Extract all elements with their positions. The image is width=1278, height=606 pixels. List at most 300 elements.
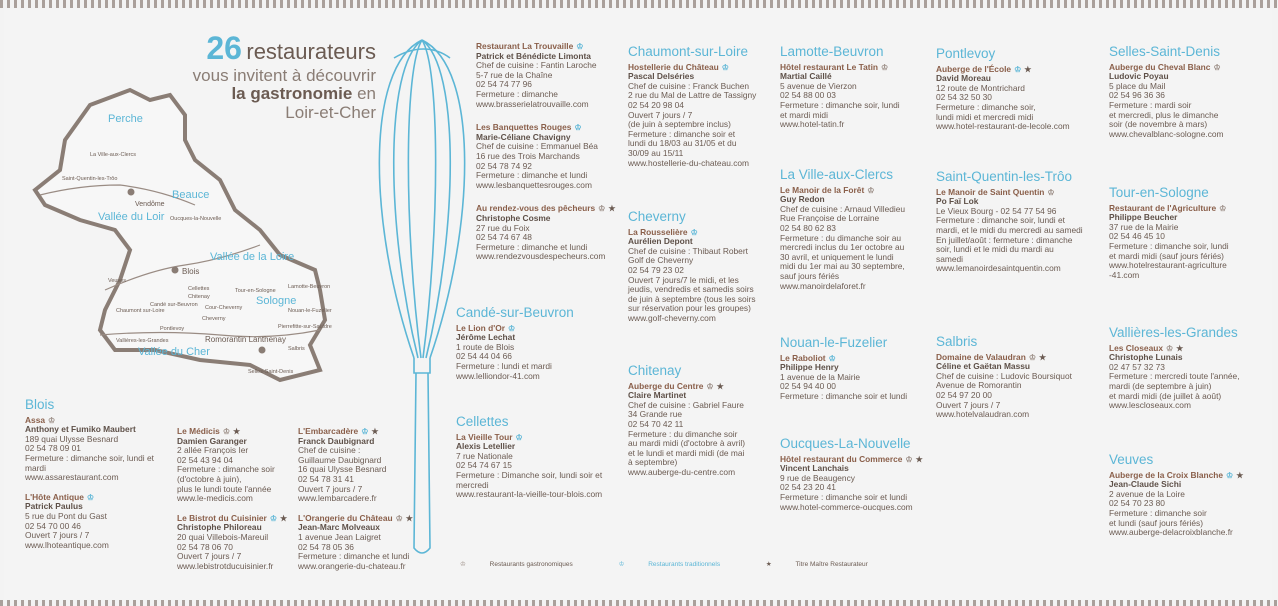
info-line: soir (de novembre à mars) xyxy=(1109,119,1208,130)
info-line: 20 quai Villebois-Mareuil xyxy=(177,531,269,542)
restaurant-entry xyxy=(1109,204,1269,281)
column-blois-b xyxy=(177,427,292,581)
info-line: Guillaume Daubignard xyxy=(298,454,382,465)
restaurant-entry xyxy=(1109,63,1269,140)
hero-line3a: la gastronomie xyxy=(231,84,353,103)
trad-chef-hat-icon: ♔ xyxy=(1014,64,1022,74)
info-line: Chef de cuisine : Arnaud Villedieu xyxy=(780,203,906,214)
town-label-ville-aux-clercs: La Ville-aux-Clercs xyxy=(90,152,137,158)
maitre-star-icon: ★ xyxy=(1039,352,1047,362)
website-link[interactable]: www.hotelvalaudran.com xyxy=(936,409,1030,420)
owner-name: Claire Martinet xyxy=(628,390,687,401)
website-link[interactable]: www.orangerie-du-chateau.fr xyxy=(298,560,406,571)
restaurant-entry xyxy=(936,65,1104,132)
info-line: Chef de cuisine : Gabriel Faure xyxy=(628,399,744,410)
maitre-star-icon: ★ xyxy=(1024,64,1032,74)
owner-name: Vincent Lanchais xyxy=(780,463,849,474)
info-line: Fermeture : dimanche et lundi xyxy=(476,170,588,181)
maitre-star-icon: ★ xyxy=(371,427,379,436)
info-line: Chef de cuisine : Thibaut Robert xyxy=(628,245,748,256)
info-line: sauf jours fériés xyxy=(780,270,840,281)
owner-name: Marie-Céliane Chavigny xyxy=(476,131,571,142)
website-link[interactable]: www.hotel-restaurant-de-lecole.com xyxy=(936,121,1070,132)
info-line: Fermeture : mardi soir xyxy=(1109,99,1192,110)
owner-name: Aurélien Depont xyxy=(628,236,693,247)
column-cheverny xyxy=(628,209,773,334)
info-line: 02 54 78 06 70 xyxy=(177,541,233,552)
owner-name: Guy Redon xyxy=(780,194,825,205)
gastro-chef-hat-icon: ♔ xyxy=(598,204,606,214)
town-label-tour-en-sologne: Tour-en-Sologne xyxy=(235,288,276,294)
column-blois-d xyxy=(476,42,626,272)
website-link[interactable]: www.lelliondor-41.com xyxy=(456,370,540,381)
trad-chef-hat-icon: ♔ xyxy=(507,323,516,333)
gastro-chef-hat-icon: ♔ xyxy=(706,381,714,391)
info-line: 02 54 80 62 83 xyxy=(780,222,836,233)
info-line: 02 54 74 77 96 xyxy=(476,79,532,90)
restaurant-name: Domaine de Valaudran xyxy=(936,351,1026,362)
website-link[interactable]: www.brasserielatrouvaille.com xyxy=(476,98,589,109)
info-line: Fermeture : dimanche soir xyxy=(177,464,275,475)
restaurant-entry xyxy=(177,427,292,504)
town-label-cheverny: Cheverny xyxy=(202,316,226,322)
info-line: Ouvert 7 jours / 7 xyxy=(177,551,242,562)
info-line: Golf de Cheverny xyxy=(628,255,694,266)
website-link[interactable]: www.golf-cheverny.com xyxy=(628,312,716,323)
town-label-selles: Selles-Saint-Denis xyxy=(248,369,294,375)
restaurant-entry xyxy=(780,63,930,130)
owner-name: Damien Garanger xyxy=(177,435,247,446)
column-nouan xyxy=(780,335,930,412)
website-link[interactable]: www.manoirdelaforet.fr xyxy=(780,280,866,291)
town-heading: Cellettes xyxy=(456,414,509,429)
town-label-cour-cheverny: Cour-Cheverny xyxy=(205,305,243,311)
town-heading: Chaumont-sur-Loire xyxy=(628,44,749,59)
info-line: midi du 1er mai au 30 septembre, xyxy=(780,261,905,272)
website-link[interactable]: www.le-medicis.com xyxy=(177,493,253,504)
info-line: Fermeture : dimanche soir, xyxy=(936,101,1036,112)
info-line: Fermeture : dimanche xyxy=(476,88,558,99)
maitre-star-icon: ★ xyxy=(765,561,772,568)
maitre-star-icon: ★ xyxy=(716,381,724,391)
hero-count: 26 xyxy=(206,30,242,66)
info-line: 02 54 44 04 66 xyxy=(456,351,512,362)
restaurant-name: L'Hôte Antique xyxy=(25,491,84,502)
column-lamotte xyxy=(780,44,930,140)
gastro-chef-hat-icon: ♔ xyxy=(48,415,56,425)
website-link-cont[interactable]: -41.com xyxy=(1109,269,1140,280)
info-line: 02 54 70 23 80 xyxy=(1109,498,1165,509)
owner-name: Jean-Marc Molveaux xyxy=(298,522,380,533)
town-label-cande: Candé sur-Beuvron xyxy=(150,302,198,308)
maitre-star-icon: ★ xyxy=(233,427,241,436)
website-link[interactable]: www.lemanoirdesaintquentin.com xyxy=(936,263,1061,274)
restaurant-entry xyxy=(476,123,626,190)
restaurant-entry xyxy=(780,186,930,292)
town-label-pierrefitte: Pierrefitte-sur-Sauldre xyxy=(278,324,332,330)
info-line: 16 quai Ulysse Besnard xyxy=(298,464,387,475)
info-line: Fermeture : dimanche soir et lundi xyxy=(780,390,908,401)
owner-name: Ludovic Poyau xyxy=(1109,71,1169,82)
hero-line2: vous invitent à découvrir xyxy=(192,66,376,85)
gastro-chef-hat-icon: ♔ xyxy=(222,427,230,436)
info-line: Le Vieux Bourg - 02 54 77 54 96 xyxy=(936,205,1057,216)
column-saint-quentin xyxy=(936,169,1104,284)
gastro-chef-hat-icon: ♔ xyxy=(1047,187,1055,197)
trad-chef-hat-icon: ♔ xyxy=(269,513,277,523)
restaurant-name: Auberge de la Croix Blanche xyxy=(1109,469,1224,480)
info-line: Fermeture : dimanche soir, lundi et xyxy=(25,452,154,463)
maitre-star-icon: ★ xyxy=(915,454,923,464)
restaurant-name: Hôtel restaurant du Commerce xyxy=(780,453,903,464)
info-line: et mercredi, plus le dimanche xyxy=(1109,109,1219,120)
website-link[interactable]: www.hotelrestaurant-agriculture xyxy=(1109,260,1227,271)
info-line: Ouvert 7 jours / 7 xyxy=(936,399,1001,410)
town-heading: Blois xyxy=(25,397,55,412)
owner-name: Patrick et Bénédicte Limonta xyxy=(476,50,591,61)
info-line: 02 54 78 09 01 xyxy=(25,443,81,454)
town-heading: Saint-Quentin-les-Trôo xyxy=(936,169,1073,184)
info-line: En juillet/août : fermeture : dimanche xyxy=(936,234,1073,245)
info-line: 189 quai Ulysse Besnard xyxy=(25,433,119,444)
info-line: au mardi midi (d'octobre à avril) xyxy=(628,438,746,449)
column-chaumont xyxy=(628,44,773,178)
restaurant-entry xyxy=(628,63,773,169)
info-line: mardi xyxy=(25,462,46,473)
gastro-chef-hat-icon: ♔ xyxy=(1166,343,1174,353)
info-line: (d'octobre à juin), xyxy=(177,473,242,484)
legend-gastro: Restaurants gastronomiques xyxy=(489,561,573,568)
town-heading: Salbris xyxy=(936,334,978,349)
trad-chef-hat-icon: ♔ xyxy=(574,123,582,133)
info-line: 02 54 88 00 03 xyxy=(780,90,836,101)
website-link[interactable]: www.lebistrotducuisinier.fr xyxy=(177,560,274,571)
town-dot-blois xyxy=(172,267,179,274)
column-tour-en-sologne xyxy=(1109,185,1269,290)
restaurant-name: Auberge du Cheval Blanc xyxy=(1109,61,1211,72)
restaurant-name: Restaurant La Trouvaille xyxy=(476,41,574,51)
info-line: 02 54 23 20 41 xyxy=(780,482,836,493)
region-label-vallee-loire: Vallée de la Loire xyxy=(210,251,295,263)
info-line: 9 rue de Beaugency xyxy=(780,472,855,483)
department-map xyxy=(20,80,353,390)
info-line: 02 54 70 42 11 xyxy=(628,418,684,429)
town-heading: Oucques-La-Nouvelle xyxy=(780,436,911,451)
restaurant-entry xyxy=(936,188,1104,274)
info-line: Ouvert 7 jours / 7 xyxy=(628,109,693,120)
info-line: Ouvert 7 jours/7 le midi, et les xyxy=(628,274,739,285)
info-line: lundi du 18/03 au 31/05 et du xyxy=(628,138,737,149)
info-line: Fermeture : lundi et mardi xyxy=(456,360,552,371)
region-label-sologne: Sologne xyxy=(256,295,297,307)
column-cande xyxy=(456,305,621,391)
info-line: samedi xyxy=(936,253,963,264)
region-label-vallee-loir: Vallée du Loir xyxy=(98,211,165,223)
info-line: 02 54 70 00 46 xyxy=(25,520,81,531)
town-label-salbris: Salbris xyxy=(288,346,305,352)
info-line: Chef de cuisine : Franck Buchen xyxy=(628,80,750,91)
maitre-star-icon: ★ xyxy=(1176,343,1184,353)
website-link[interactable]: www.lesbanquettesrouges.com xyxy=(476,179,592,190)
column-vallieres xyxy=(1109,325,1269,421)
restaurant-name: Le Lion d'Or xyxy=(456,322,505,333)
owner-name: Jérôme Lechat xyxy=(456,332,516,343)
restaurant-name: Les Banquettes Rouges xyxy=(476,122,572,133)
owner-name: Philippe Beucher xyxy=(1109,212,1178,223)
owner-name: David Moreau xyxy=(936,73,991,84)
column-oucques xyxy=(780,436,930,522)
town-heading: Nouan-le-Fuzelier xyxy=(780,335,888,350)
gastro-chef-hat-icon: ♔ xyxy=(867,185,875,195)
trad-chef-hat-icon: ♔ xyxy=(515,432,523,442)
info-line: 5 rue du Pont du Gast xyxy=(25,510,107,521)
bottom-border xyxy=(0,600,1278,606)
owner-name: Po Faï Lok xyxy=(936,196,979,207)
town-label-vendome: Vendôme xyxy=(135,201,165,208)
restaurant-entry xyxy=(25,416,165,483)
restaurant-name: La Vieille Tour xyxy=(456,431,513,442)
info-line: et le lundi et mardi midi (de mai xyxy=(628,447,745,458)
gastro-chef-hat-icon: ♔ xyxy=(395,513,403,523)
gastro-chef-hat-icon: ♔ xyxy=(1219,203,1227,213)
info-line: Avenue de Romorantin xyxy=(936,380,1022,391)
maitre-star-icon: ★ xyxy=(1236,470,1244,480)
info-line: 2 avenue de la Loire xyxy=(1109,488,1185,499)
restaurant-entry xyxy=(476,204,626,262)
website-link[interactable]: www.chevalblanc-sologne.com xyxy=(1109,128,1224,139)
town-label-romorantin: Romorantin Lanthenay xyxy=(205,335,286,344)
website-link[interactable]: www.lhoteantique.com xyxy=(25,539,109,550)
owner-name: Anthony et Fumiko Maubert xyxy=(25,424,136,435)
maitre-star-icon: ★ xyxy=(405,513,413,523)
info-line: 12 route de Montrichard xyxy=(936,82,1025,93)
restaurant-name: La Rousselière xyxy=(628,226,688,237)
column-blois-a xyxy=(25,397,165,560)
info-line: jeudis, vendredis et samedis soirs xyxy=(628,284,754,295)
region-label-beauce: Beauce xyxy=(172,189,210,201)
restaurant-entry xyxy=(936,353,1104,420)
website-link[interactable]: www.hostellerie-du-chateau.com xyxy=(628,157,750,168)
trad-chef-hat-icon: ♔ xyxy=(361,427,369,436)
info-line: 02 54 79 23 02 xyxy=(628,264,684,275)
restaurant-entry xyxy=(25,493,165,551)
restaurant-name: Restaurant de l'Agriculture xyxy=(1109,202,1217,213)
info-line: Fermeture : dimanche soir et xyxy=(628,128,736,139)
owner-name: Patrick Paulus xyxy=(25,501,83,512)
column-salbris xyxy=(936,334,1104,430)
legend-maitre: Titre Maître Restaurateur xyxy=(795,561,868,568)
info-line: sur réservation pour les groupes) xyxy=(628,303,751,314)
restaurant-name: Assa xyxy=(25,414,46,425)
info-line: Fermeture : du dimanche soir au xyxy=(780,232,902,243)
info-line: 02 54 74 67 15 xyxy=(456,460,512,471)
info-line: 02 54 78 31 41 xyxy=(298,473,354,484)
restaurant-name: Les Closeaux xyxy=(1109,342,1163,353)
trad-chef-hat-icon: ♔ xyxy=(721,62,729,72)
website-link[interactable]: www.auberge-delacroixblanche.fr xyxy=(1109,527,1233,538)
trad-chef-hat-icon: ♔ xyxy=(690,227,698,237)
info-line: et mardi midi (de juillet à août) xyxy=(1109,390,1222,401)
info-line: mardi, et le midi du mercredi au samedi xyxy=(936,224,1083,235)
restaurant-name: Le Manoir de la Forêt xyxy=(780,184,865,195)
info-line: Fermeture : dimanche soir, lundi xyxy=(1109,240,1229,251)
info-line: Chef de cuisine : Emmanuel Béa xyxy=(476,141,598,152)
column-chitenay xyxy=(628,363,773,488)
restaurant-name: Le Bistrot du Cuisinier xyxy=(177,512,267,523)
town-label-lamotte-beuvron: Lamotte-Beuvron xyxy=(288,284,331,290)
info-line: mercredi inclus du 1er octobre au xyxy=(780,242,905,253)
restaurant-entry xyxy=(456,433,621,500)
town-heading: La Ville-aux-Clercs xyxy=(780,167,894,182)
info-line: 02 54 20 98 04 xyxy=(628,99,684,110)
town-label-saint-quentin: Saint-Quentin-les-Trôo xyxy=(62,176,118,182)
info-line: 02 54 32 50 30 xyxy=(936,92,992,103)
top-border xyxy=(0,0,1278,8)
owner-name: Jean-Claude Sichi xyxy=(1109,479,1182,490)
restaurant-name: Au rendez-vous des pêcheurs xyxy=(476,203,596,214)
info-line: de juin à septembre (tous les soirs xyxy=(628,293,756,304)
info-line: 27 rue du Foix xyxy=(476,222,530,233)
town-heading: Chitenay xyxy=(628,363,682,378)
info-line: Fermeture : Dimanche soir, lundi soir et xyxy=(456,469,603,480)
restaurant-entry xyxy=(628,228,773,324)
info-line: 02 47 57 32 73 xyxy=(1109,361,1165,372)
restaurant-name: Hostellerie du Château xyxy=(628,61,719,72)
owner-name: Christophe Philoreau xyxy=(177,522,262,533)
restaurant-entry xyxy=(1109,471,1269,538)
info-line: 02 54 46 45 10 xyxy=(1109,231,1165,242)
column-ville-aux-clercs xyxy=(780,167,930,301)
info-line: Fermeture : dimanche soir, lundi et xyxy=(936,215,1065,226)
gastro-chef-hat-icon: ♔ xyxy=(1213,62,1221,72)
info-line: 7 rue Nationale xyxy=(456,450,513,461)
town-heading: Selles-Saint-Denis xyxy=(1109,44,1221,59)
restaurant-name: L'Orangerie du Château xyxy=(298,512,393,523)
restaurant-entry xyxy=(476,42,626,109)
town-heading: Candé-sur-Beuvron xyxy=(456,305,574,320)
info-line: mardi (de septembre à juin) xyxy=(1109,380,1212,391)
info-line: 30 avril, et uniquement le lundi xyxy=(780,251,894,262)
info-line: Ouvert 7 jours / 7 xyxy=(25,530,90,541)
owner-name: Franck Daubignard xyxy=(298,435,375,446)
town-heading: Vallières-les-Grandes xyxy=(1109,325,1238,340)
hero-line3b: en xyxy=(352,84,376,103)
info-line: mercredi xyxy=(456,479,489,490)
info-line: 37 rue de la Mairie xyxy=(1109,221,1179,232)
website-link[interactable]: www.restaurant-la-vieille-tour-blois.com xyxy=(456,489,603,500)
owner-name: Martial Caillé xyxy=(780,71,832,82)
restaurant-entry xyxy=(298,514,418,572)
town-heading: Pontlevoy xyxy=(936,46,996,61)
icon-legend xyxy=(460,560,912,568)
town-heading: Tour-en-Sologne xyxy=(1109,185,1209,200)
hero-line1: restaurateurs xyxy=(246,39,376,64)
info-line: 02 54 78 05 36 xyxy=(298,541,354,552)
town-dot-vendome xyxy=(128,189,135,196)
info-line: à septembre) xyxy=(628,457,678,468)
owner-name: Pascal Delséries xyxy=(628,71,695,82)
region-label-vallee-cher: Vallée du Cher xyxy=(138,346,210,358)
info-line: (de juin à septembre inclus) xyxy=(628,119,731,130)
trad-chef-hat-icon: ♔ xyxy=(1226,470,1234,480)
website-link[interactable]: www.auberge-du-centre.com xyxy=(628,466,736,477)
restaurant-entry xyxy=(456,324,621,382)
info-line: 02 54 43 94 04 xyxy=(177,454,233,465)
town-label-veuves: Veuves xyxy=(108,278,127,284)
info-line: Ouvert 7 jours / 7 xyxy=(298,483,363,494)
website-link[interactable]: www.hotel-commerce-oucques.com xyxy=(780,501,913,512)
restaurant-name: Le Manoir de Saint Quentin xyxy=(936,186,1045,197)
region-label-perche: Perche xyxy=(108,113,143,125)
website-link[interactable]: www.rendezvousdespecheurs.com xyxy=(476,251,606,262)
restaurant-name: Hôtel restaurant Le Tatin xyxy=(780,61,879,72)
info-line: Chef de cuisine : xyxy=(298,445,361,456)
info-line: Rue Françoise de Lorraine xyxy=(780,213,880,224)
trad-chef-hat-icon: ♔ xyxy=(86,492,95,502)
info-line: 02 54 94 40 00 xyxy=(780,381,836,392)
restaurant-name: Le Médicis xyxy=(177,426,220,436)
town-label-nouan: Nouan-le-Fuzelier xyxy=(288,308,332,314)
restaurant-entry xyxy=(780,455,930,513)
town-label-cellettes: Cellettes xyxy=(188,286,210,292)
info-line: Chef de cuisine : Fantin Laroche xyxy=(476,60,597,71)
info-line: 5 avenue de Vierzon xyxy=(780,80,857,91)
gastro-chef-hat-icon: ♔ xyxy=(460,561,466,568)
hero-line4: Loir-et-Cher xyxy=(285,103,376,122)
info-line: 34 Grande rue xyxy=(628,409,683,420)
column-blois-c xyxy=(298,427,418,581)
owner-name: Philippe Henry xyxy=(780,362,839,373)
restaurant-entry xyxy=(298,427,418,504)
website-link[interactable]: www.lescloseaux.com xyxy=(1109,400,1191,411)
info-line: soir, lundi et le midi du mardi au xyxy=(936,244,1054,255)
website-link[interactable]: www.lembarcadere.fr xyxy=(298,493,377,504)
gastro-chef-hat-icon: ♔ xyxy=(881,62,889,72)
town-dot-romorantin xyxy=(259,347,266,354)
owner-name: Christophe Cosme xyxy=(476,212,551,223)
town-label-chaumont: Chaumont sur-Loire xyxy=(116,308,165,314)
maitre-star-icon: ★ xyxy=(279,513,288,523)
town-heading: Lamotte-Beuvron xyxy=(780,44,884,59)
town-label-oucques: Oucques-la-Nouvelle xyxy=(170,216,222,222)
town-label-chitenay: Chitenay xyxy=(188,294,210,300)
trad-chef-hat-icon: ♔ xyxy=(828,353,836,363)
info-line: 1 avenue de la Mairie xyxy=(780,371,861,382)
info-line: 5 place du Mail xyxy=(1109,80,1166,91)
info-line: et mardi midi (sauf jours fériés) xyxy=(1109,250,1224,261)
legend-trad: Restaurants traditionnels xyxy=(648,561,721,568)
info-line: 2 rue du Mal de Lattre de Tassigny xyxy=(628,90,757,101)
info-line: Fermeture : dimanche soir et lundi xyxy=(780,491,908,502)
town-label-pontlevoy: Pontlevoy xyxy=(160,326,185,332)
town-heading: Cheverny xyxy=(628,209,686,224)
restaurant-entry xyxy=(1109,344,1269,411)
info-line: 2 allée François Ier xyxy=(177,445,249,456)
restaurant-name: Le Raboliot xyxy=(780,352,826,363)
town-heading: Veuves xyxy=(1109,452,1154,467)
info-line: 1 avenue Jean Laigret xyxy=(298,531,381,542)
info-line: 02 54 96 36 36 xyxy=(1109,90,1165,101)
info-line: et lundi (sauf jours fériés) xyxy=(1109,517,1204,528)
info-line: Fermeture : dimanche et lundi xyxy=(298,551,410,562)
info-line: lundi midi et mercredi midi xyxy=(936,111,1034,122)
info-line: Fermeture : dimanche soir xyxy=(1109,507,1207,518)
website-link[interactable]: www.assarestaurant.com xyxy=(25,472,119,483)
column-pontlevoy xyxy=(936,46,1104,142)
info-line: plus le lundi toute l'année xyxy=(177,483,272,494)
website-link[interactable]: www.hotel-tatin.fr xyxy=(780,119,845,130)
gastro-chef-hat-icon: ♔ xyxy=(905,454,913,464)
